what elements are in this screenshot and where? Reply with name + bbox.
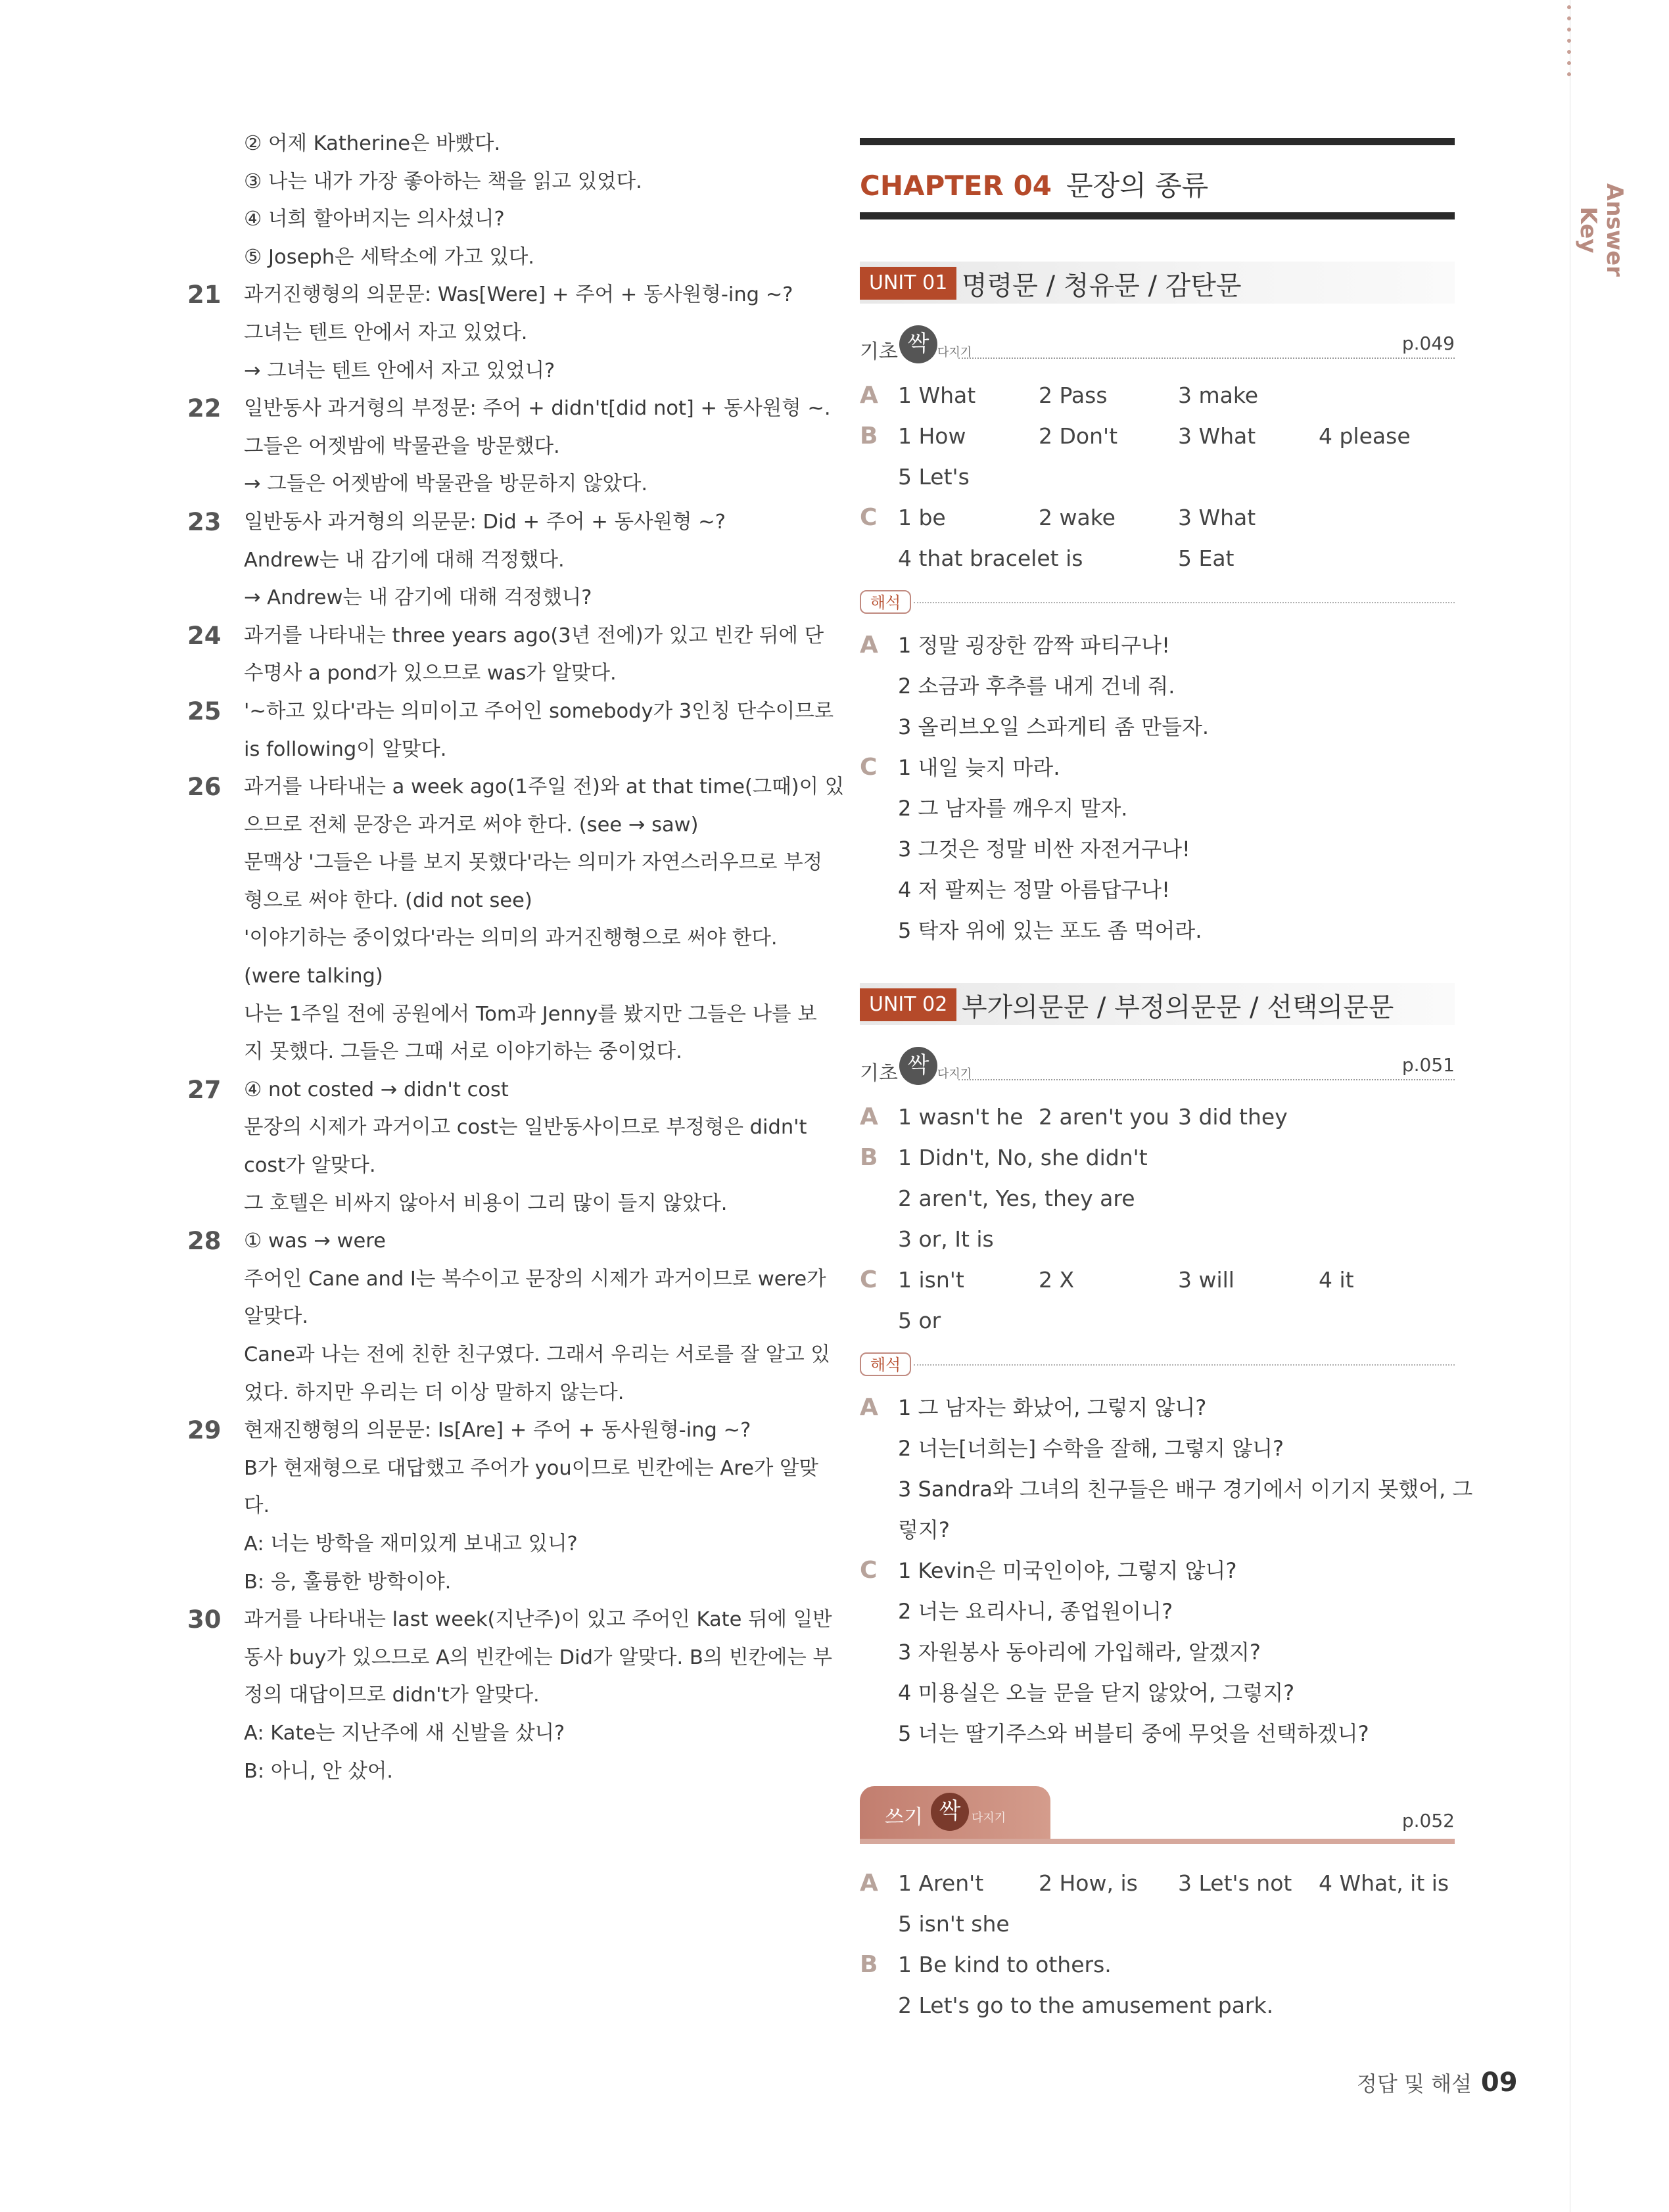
translation: 5 너는 딸기주스와 버블티 중에 무엇을 선택하겠니? xyxy=(898,1721,1369,1746)
answer: 2 How, is xyxy=(1039,1870,1138,1896)
explanation-row xyxy=(187,919,792,957)
row-text: → 그녀는 텐트 안에서 자고 있었니? xyxy=(244,359,555,382)
section-letter: B xyxy=(860,1951,878,1978)
translation: 1 그 남자는 화났어, 그렇지 않니? xyxy=(898,1395,1207,1420)
question-number: 29 xyxy=(187,1416,222,1445)
translation-badge: 해석 xyxy=(860,590,911,614)
row-text: 일반동사 과거형의 부정문: 주어 + didn't[did not] + 동사원형 ~. xyxy=(244,397,831,421)
answer: 4 please xyxy=(1319,423,1411,449)
unit-01-header xyxy=(860,262,1455,304)
answer: 1 Didn't, No, she didn't xyxy=(898,1145,1148,1170)
dotted-line xyxy=(958,357,1455,359)
unit-02-title: 부가의문문 / 부정의문문 / 선택의문문 xyxy=(962,992,1394,1023)
question-row xyxy=(187,768,845,806)
dotted-edge-marker xyxy=(1566,5,1572,83)
question-row xyxy=(187,1601,832,1639)
translation: 2 너는[너희는] 수학을 잘해, 그렇지 않니? xyxy=(898,1436,1284,1461)
question-row xyxy=(187,1071,792,1109)
explanation-row xyxy=(187,1260,826,1299)
question-number: 21 xyxy=(187,281,222,310)
answer: 1 What xyxy=(898,382,976,408)
basic-label: 기초 xyxy=(860,340,898,363)
answer: 4 it xyxy=(1319,1267,1354,1293)
answer: 2 aren't, Yes, they are xyxy=(898,1186,1135,1211)
answer: 4 What, it is xyxy=(1319,1870,1449,1896)
translation-divider xyxy=(860,589,1455,615)
writing-label: 쓰기 xyxy=(885,1806,923,1829)
chapter-top-rule xyxy=(860,138,1455,145)
answer: 2 Pass xyxy=(1039,382,1108,408)
question-number: 22 xyxy=(187,394,222,423)
explanation-row xyxy=(187,163,792,201)
explanation-row xyxy=(187,1298,792,1336)
side-tab xyxy=(1575,141,1628,299)
row-text: 현재진행형의 의문문: Is[Are] + 주어 + 동사원형-ing ~? xyxy=(244,1419,751,1442)
translation: 5 탁자 위에 있는 포도 좀 먹어라. xyxy=(898,918,1202,943)
explanation-row xyxy=(187,125,792,163)
answer: 2 X xyxy=(1039,1267,1075,1293)
translation: 렇지? xyxy=(898,1517,950,1542)
answer: 3 did they xyxy=(1178,1104,1288,1130)
translation: 3 Sandra와 그녀의 친구들은 배구 경기에서 이기지 못했어, 그 xyxy=(898,1477,1473,1502)
answer: 2 Don't xyxy=(1039,423,1118,449)
translation: 3 자원봉사 동아리에 가입해라, 알겠지? xyxy=(898,1640,1261,1665)
answer: 5 isn't she xyxy=(898,1911,1010,1937)
row-text: B: 응, 훌륭한 방학이야. xyxy=(244,1570,452,1594)
explanation-row xyxy=(187,579,792,617)
row-text: 그 호텔은 비싸지 않아서 비용이 그리 많이 들지 않았다. xyxy=(244,1191,728,1215)
question-row xyxy=(187,276,792,314)
section-letter: A xyxy=(860,1394,878,1421)
explanation-row xyxy=(187,200,792,239)
row-text: 문장의 시제가 과거이고 cost는 일반동사이므로 부정형은 didn't xyxy=(244,1116,807,1140)
unit-02-badge: UNIT 02 xyxy=(860,988,956,1021)
left-column xyxy=(187,125,845,1790)
writing-underline xyxy=(860,1839,1455,1844)
translation: 4 미용실은 오늘 문을 닫지 않았어, 그렇지? xyxy=(898,1680,1295,1705)
translation: 2 그 남자를 깨우지 말자. xyxy=(898,796,1128,821)
answer: 3 or, It is xyxy=(898,1226,994,1252)
answer: 5 or xyxy=(898,1308,941,1333)
dotted-line xyxy=(958,1079,1455,1080)
section-letter: A xyxy=(860,382,878,409)
basic-section-01 xyxy=(860,323,1455,369)
row-text: '~하고 있다'라는 의미이고 주어인 somebody가 3인칭 단수이므로 xyxy=(244,699,834,723)
row-text: ② 어제 Katherine은 바빴다. xyxy=(244,132,501,155)
page-footer xyxy=(1357,2067,1518,2098)
explanation-row xyxy=(187,1147,792,1185)
explanation-row xyxy=(187,465,792,503)
dotted-line xyxy=(914,602,1455,603)
writing-section-header xyxy=(860,1786,1455,1847)
answer: 1 wasn't he xyxy=(898,1104,1023,1130)
side-tab-label: Answer Key xyxy=(1575,183,1628,277)
dotted-line xyxy=(914,1364,1455,1366)
question-row xyxy=(187,503,792,541)
answer: 3 What xyxy=(1178,423,1256,449)
row-text: Cane과 나는 전에 친한 친구였다. 그래서 우리는 서로를 잘 알고 있 xyxy=(244,1343,830,1366)
question-number: 25 xyxy=(187,697,222,726)
answer: 3 make xyxy=(1178,382,1259,408)
answer: 1 be xyxy=(898,505,946,530)
answer: 3 Let's not xyxy=(1178,1870,1292,1896)
basic-section-02 xyxy=(860,1045,1455,1091)
basic-label: 기초 xyxy=(860,1062,898,1085)
chapter-heading xyxy=(860,164,1208,204)
translation-badge: 해석 xyxy=(860,1352,911,1376)
row-text: A: 너는 방학을 재미있게 보내고 있니? xyxy=(244,1532,578,1555)
explanation-row xyxy=(187,1563,792,1601)
writing-tab xyxy=(860,1786,1050,1839)
answer: 3 What xyxy=(1178,505,1256,530)
row-text: 과거를 나타내는 a week ago(1주일 전)와 at that time(그때)이 있 xyxy=(244,775,845,799)
explanation-row xyxy=(187,1487,792,1525)
row-text: 다. xyxy=(244,1494,270,1518)
explanation-row xyxy=(187,1033,792,1071)
row-text: 었다. 하지만 우리는 더 이상 말하지 않는다. xyxy=(244,1381,624,1404)
explanation-row xyxy=(187,957,792,996)
explanation-row xyxy=(187,806,792,844)
ssak-circle-icon: 싹 xyxy=(899,325,937,363)
translation: 3 올리브오일 스파게티 좀 만들자. xyxy=(898,714,1210,739)
row-text: 과거진행형의 의문문: Was[Were] + 주어 + 동사원형-ing ~? xyxy=(244,283,793,307)
row-text: ① was → were xyxy=(244,1230,386,1253)
page-ref: p.052 xyxy=(1401,1810,1455,1832)
question-row xyxy=(187,1222,792,1260)
question-row xyxy=(187,390,831,428)
row-text: ④ not costed → didn't cost xyxy=(244,1078,509,1101)
explanation-row xyxy=(187,352,792,390)
section-letter: A xyxy=(860,1103,878,1130)
row-text: ④ 너희 할아버지는 의사셨니? xyxy=(244,208,505,231)
explanation-row xyxy=(187,1185,792,1223)
question-number: 23 xyxy=(187,507,222,536)
row-text: 알맞다. xyxy=(244,1305,309,1329)
row-text: Andrew는 내 감기에 대해 걱정했다. xyxy=(244,548,565,572)
chapter-title: 문장의 종류 xyxy=(1066,170,1209,202)
translation: 4 저 팔찌는 정말 아름답구나! xyxy=(898,877,1170,902)
row-text: 그들은 어젯밤에 박물관을 방문했다. xyxy=(244,434,560,458)
question-row xyxy=(187,693,834,731)
row-text: (were talking) xyxy=(244,965,383,988)
answer: 2 aren't you xyxy=(1039,1104,1169,1130)
row-text: cost가 알맞다. xyxy=(244,1154,376,1178)
row-text: 문맥상 '그들은 나를 보지 못했다'라는 의미가 자연스러우므로 부정 xyxy=(244,851,823,875)
row-text: 형으로 써야 한다. (did not see) xyxy=(244,888,532,912)
answer: 5 Eat xyxy=(1178,545,1234,571)
row-text: '이야기하는 중이었다'라는 의미의 과거진행형으로 써야 한다. xyxy=(244,927,778,950)
row-text: 동사 buy가 있으므로 A의 빈칸에는 Did가 알맞다. B의 빈칸에는 부 xyxy=(244,1646,832,1669)
explanation-row xyxy=(187,1450,818,1488)
question-number: 27 xyxy=(187,1075,222,1104)
row-text: 일반동사 과거형의 의문문: Did + 주어 + 동사원형 ~? xyxy=(244,510,726,534)
row-text: 지 못했다. 그들은 그때 서로 이야기하는 중이었다. xyxy=(244,1040,682,1064)
explanation-row xyxy=(187,1336,830,1374)
translation: 2 너는 요리사니, 종업원이니? xyxy=(898,1599,1173,1624)
section-letter: A xyxy=(860,632,878,658)
explanation-row xyxy=(187,1109,807,1147)
section-letter: B xyxy=(860,1144,878,1171)
unit-02-header xyxy=(860,983,1455,1025)
explanation-row xyxy=(187,541,792,580)
answer: 1 Aren't xyxy=(898,1870,984,1896)
explanation-row xyxy=(187,1715,792,1753)
row-text: 수명사 a pond가 있으므로 was가 알맞다. xyxy=(244,662,617,685)
row-text: 정의 대답이므로 didn't가 알맞다. xyxy=(244,1684,540,1707)
translation: 1 정말 굉장한 깜짝 파티구나! xyxy=(898,633,1170,658)
ssak-circle-icon: 싹 xyxy=(899,1047,937,1085)
page-number: 09 xyxy=(1480,2067,1518,2098)
question-number: 24 xyxy=(187,621,222,650)
row-text: 과거를 나타내는 three years ago(3년 전에)가 있고 빈칸 뒤에 단 xyxy=(244,624,824,647)
row-text: ③ 나는 내가 가장 좋아하는 책을 읽고 있었다. xyxy=(244,170,642,193)
explanation-row xyxy=(187,882,792,920)
row-text: → 그들은 어젯밤에 박물관을 방문하지 않았다. xyxy=(244,472,648,496)
section-letter: C xyxy=(860,1266,878,1293)
explanation-row xyxy=(187,731,792,769)
explanation-row xyxy=(187,844,823,882)
unit-01-title: 명령문 / 청유문 / 감탄문 xyxy=(962,271,1242,301)
row-text: 과거를 나타내는 last week(지난주)이 있고 주어인 Kate 뒤에 일반 xyxy=(244,1608,832,1632)
answer: 1 isn't xyxy=(898,1267,964,1293)
basic-sub-label: 다지기 xyxy=(937,1067,972,1081)
explanation-row xyxy=(187,1676,792,1715)
answer: 2 Let's go to the amusement park. xyxy=(898,1993,1274,2018)
explanation-row xyxy=(187,1525,792,1563)
question-number: 26 xyxy=(187,773,222,802)
answer: 1 How xyxy=(898,423,966,449)
chapter-number: CHAPTER 04 xyxy=(860,170,1052,202)
chapter-bottom-rule xyxy=(860,212,1455,219)
translation-divider xyxy=(860,1351,1455,1377)
explanation-row xyxy=(187,1374,792,1412)
row-text: A: Kate는 지난주에 새 신발을 샀니? xyxy=(244,1721,565,1745)
explanation-row xyxy=(187,1639,832,1677)
answer: 4 that bracelet is xyxy=(898,545,1083,571)
explanation-row xyxy=(187,314,792,352)
unit-01-badge: UNIT 01 xyxy=(860,267,956,300)
translation: 1 Kevin은 미국인이야, 그렇지 않니? xyxy=(898,1558,1237,1583)
page-ref: p.051 xyxy=(1401,1054,1455,1076)
explanation-row xyxy=(187,239,792,277)
row-text: 으므로 전체 문장은 과거로 써야 한다. (see → saw) xyxy=(244,813,699,837)
question-row xyxy=(187,617,824,655)
row-text: → Andrew는 내 감기에 대해 걱정했니? xyxy=(244,586,592,610)
row-text: B가 현재형으로 대답했고 주어가 you이므로 빈칸에는 Are가 알맞 xyxy=(244,1456,818,1480)
page-ref: p.049 xyxy=(1401,333,1455,354)
answer: 1 Be kind to others. xyxy=(898,1952,1112,1977)
explanation-row xyxy=(187,655,792,693)
translation: 3 그것은 정말 비싼 자전거구나! xyxy=(898,837,1190,862)
row-text: 나는 1주일 전에 공원에서 Tom과 Jenny를 봤지만 그들은 나를 보 xyxy=(244,1002,817,1026)
translation: 1 내일 늦지 마라. xyxy=(898,755,1060,780)
question-number: 28 xyxy=(187,1227,222,1256)
translation: 2 소금과 후추를 내게 건네 줘. xyxy=(898,674,1175,699)
section-letter: A xyxy=(860,1870,878,1897)
explanation-row xyxy=(187,1753,792,1791)
ssak-circle-icon: 싹 xyxy=(931,1793,969,1831)
basic-sub-label: 다지기 xyxy=(937,346,972,359)
row-text: is following이 알맞다. xyxy=(244,737,447,761)
section-letter: C xyxy=(860,754,878,781)
row-text: 주어인 Cane and I는 복수이고 문장의 시제가 과거이므로 were가 xyxy=(244,1267,826,1291)
footer-label: 정답 및 해설 xyxy=(1357,2071,1472,2096)
writing-sub-label: 다지기 xyxy=(972,1811,1006,1825)
answer: 2 wake xyxy=(1039,505,1116,530)
question-row xyxy=(187,1412,792,1450)
question-number: 30 xyxy=(187,1605,222,1634)
answer: 3 will xyxy=(1178,1267,1234,1293)
row-text: B: 아니, 안 샀어. xyxy=(244,1759,393,1783)
section-letter: C xyxy=(860,1557,878,1584)
answer: 5 Let's xyxy=(898,464,970,490)
row-text: 그녀는 텐트 안에서 자고 있었다. xyxy=(244,321,528,344)
explanation-row xyxy=(187,428,792,466)
explanation-row xyxy=(187,996,817,1034)
section-letter: B xyxy=(860,423,878,449)
section-letter: C xyxy=(860,504,878,531)
row-text: ⑤ Joseph은 세탁소에 가고 있다. xyxy=(244,245,534,269)
